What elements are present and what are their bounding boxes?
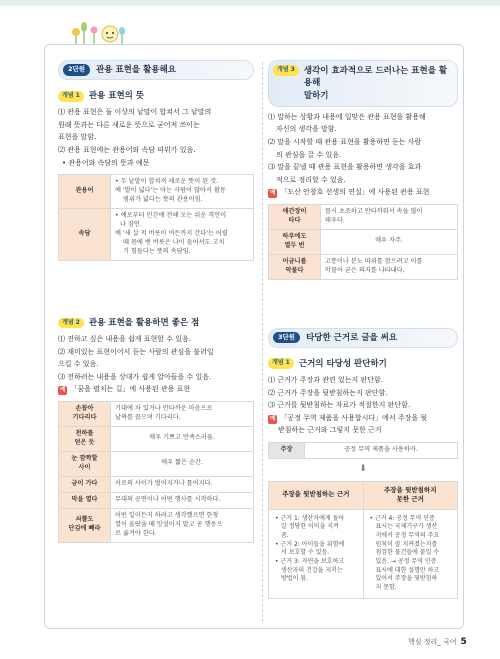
table-value [321, 254, 458, 279]
reason-line: 갈 정당한 이익을 지켜 [281, 523, 339, 531]
label-line: 쇠뿔도 [75, 516, 94, 524]
concept-badge: 개념 1 [58, 91, 84, 102]
concept-heading-reason [268, 358, 458, 370]
table-label [269, 254, 321, 279]
table-value [321, 204, 458, 229]
table-line: 예 '발이 넓다'는 아는 사람이 많아서 활동 [115, 187, 226, 195]
unsupport-reasons [363, 509, 458, 598]
text-line: 표현을 말함. [58, 133, 97, 142]
table-label: 속담 [59, 209, 111, 261]
reason-line: 있음. → 공정 무역 인증 [375, 558, 437, 566]
reason-line: • 근거 4: 공정 무역 인증 [369, 514, 435, 522]
reason-line: 방법이 됨. [281, 575, 308, 583]
example-line [268, 413, 458, 425]
footer-label: 핵심 정리_ 국어 [408, 638, 457, 646]
header-line: 주장을 뒷받침하지 [384, 485, 437, 494]
text-line: ⑴ 전하고 싶은 내용을 쉽게 표현할 수 있음. [58, 335, 191, 344]
unit-header-2 [58, 60, 254, 80]
example-badge: 예 [268, 189, 277, 198]
claim-label: 주장 [269, 442, 305, 458]
speech-idiom-table [268, 204, 458, 280]
text-line: ⑴ 근거가 주장과 관련 있는지 판단함. [268, 375, 384, 384]
text-line: ⑶ 말을 끝낼 때 관용 표현을 활용하면 생각을 효과 [268, 163, 422, 172]
concept-heading-1 [58, 90, 254, 102]
table-label [269, 204, 321, 229]
text-line: ⑴ 말하는 상황과 내용에 일맞은 관용 표현을 활용해 [268, 112, 426, 121]
concept-badge: 개념 2 [58, 318, 84, 329]
reason-line: 점검한 물건들에 붙일 수 [375, 549, 440, 557]
concept-1-text [58, 107, 254, 169]
table-label [59, 451, 111, 476]
text-line: 적으로 정리할 수 있음. [276, 175, 346, 184]
table-row [59, 401, 254, 426]
concept-3-text [268, 112, 458, 199]
table-header-row [269, 481, 458, 509]
value-line: 고통이나 분노 따위를 참으려고 이를 [325, 257, 423, 265]
top-stripe [0, 0, 500, 6]
header-support: 주장을 뒷받침하는 근거 [269, 481, 364, 509]
table-line: 기 힘들다는 뜻의 속담임. [123, 247, 191, 255]
concept-title: 관용 표현을 활용하면 좋은 점 [88, 317, 200, 328]
label-line: 애간장이 [282, 207, 307, 215]
text-line: 의 관심을 끌 수 있음. [276, 150, 342, 159]
table-line: 예 '세 살 적 버릇이 여든까지 간다'는 어릴 [115, 229, 228, 237]
text-line: ⑶ 근거를 뒷받침하는 자료가 적절한지 판단함. [268, 401, 411, 410]
reason-text [268, 375, 458, 437]
example-line [268, 187, 458, 199]
value-line: 악물어 굳은 의지를 나타내다. [325, 266, 405, 274]
table-value: 매우 짧은 순간. [111, 451, 254, 476]
text-line: ⑵ 관용 표현에는 관용어와 속담 따위가 있음. [58, 145, 196, 154]
table-value [111, 401, 254, 426]
reason-line: • 근거 3: 자연을 보호하고 [275, 558, 345, 566]
reason-line: 표시는 국제기구가 생산 [375, 523, 438, 531]
reason-line: 줌. [281, 531, 289, 539]
example-badge: 예 [58, 386, 67, 395]
table-line: 때 몸에 밴 버릇은 나이 들어서도 고치 [123, 238, 225, 246]
concept-title [304, 65, 453, 102]
text-line: 「꿈을 펼치는 길」에 사용된 관용 표현 [70, 385, 191, 394]
label-line: 단김에 빼라 [68, 525, 101, 533]
label-line: 손꼽아 [75, 404, 94, 412]
unit-header-3 [268, 328, 458, 348]
reason-line: 원칙이 잘 지켜졌는지를 [375, 540, 438, 548]
title-line: 생각이 효과적으로 드러나는 표현을 활용해 [303, 66, 448, 89]
unit-title: 타당한 근거로 글을 써요 [306, 332, 398, 343]
table-value: 매우 자주. [321, 229, 458, 254]
table-line: 범위가 넓다는 뜻의 관용어임. [123, 196, 203, 204]
table-row [59, 209, 254, 261]
table-line: • 두 낱말이 합쳐져 새로운 뜻이 된 것. [115, 178, 219, 186]
arrow-down-icon: ⬇ [359, 463, 367, 474]
label-line: 열두 번 [284, 241, 305, 249]
text-line: ⑴ 관용 표현은 둘 이상의 낱말이 합쳐서 그 낱말의 [58, 108, 212, 117]
table-value [111, 175, 254, 209]
text-line: 으킬 수 있음. [58, 360, 99, 369]
reason-line: 생산자의 건강을 지키는 [281, 566, 343, 574]
reason-line: • 근거 1: 생산자에게 돌아 [275, 514, 345, 522]
value-line: 기대에 차 있거나 안타까운 마음으로 [115, 404, 213, 412]
text-line: 원래 뜻과는 다른 새로운 뜻으로 굳어져 쓰이는 [58, 120, 200, 129]
claim-value: 공정 무역 제품을 사용하자. [305, 442, 458, 458]
concept-2-text [58, 334, 254, 396]
table-value: 무대의 공연이나 어떤 행사를 시작하다. [111, 492, 254, 508]
table-label [59, 508, 111, 542]
table-row [269, 509, 458, 598]
label-line: 천하를 [75, 429, 94, 437]
text-line: ⑵ 말을 시작할 때 관용 표현을 활용하면 듣는 사람 [268, 138, 422, 147]
concept-badge: 개념 1 [268, 358, 294, 369]
reason-line: 표시에 대한 설명만 하고 [375, 566, 440, 574]
table-line: 나 잠언. [120, 220, 142, 228]
value-line: 태우다. [325, 216, 345, 224]
label-line: 기다리다 [72, 413, 97, 421]
table-row [59, 492, 254, 508]
label-line: 하루에도 [282, 232, 307, 240]
table-label [269, 229, 321, 254]
right-column [268, 60, 458, 599]
table-row [269, 229, 458, 254]
concept-title: 관용 표현의 뜻 [88, 91, 145, 101]
claim-table [268, 442, 458, 459]
table-row [59, 426, 254, 451]
text-line: 「공정 무역 제품을 사용합시다」에서 주장을 뒷 [280, 413, 428, 422]
reason-judgment-table [268, 481, 458, 599]
table-value: 서로의 사이가 벌어지거나 틀어지다. [111, 476, 254, 492]
text-line: • 관용어와 속담의 뜻과 예문 [62, 158, 150, 167]
label-line: 타다 [288, 216, 301, 224]
column-divider [262, 62, 263, 622]
header-line: 못한 근거 [396, 495, 424, 504]
table-line: • 예로부터 민간에 전해 오는 쉬운 격언이 [115, 212, 227, 219]
header-unsupport [363, 481, 458, 509]
unit-badge: 3단원 [273, 332, 300, 343]
table-row [59, 451, 254, 476]
text-line: 「도산 안창호 선생의 연설」에 사용된 관용 표현 [280, 188, 430, 197]
value-line: 날짜를 꼽으며 기다리다. [115, 413, 181, 421]
table-label: 금이 가다 [59, 476, 111, 492]
text-line: 받침하는 근거와 그렇지 못한 근거 [278, 426, 382, 435]
table-row [269, 442, 458, 458]
concept-heading-2 [58, 317, 254, 329]
table-label [59, 426, 111, 451]
unit-title: 관용 표현을 활용해요 [96, 64, 176, 75]
example-badge: 예 [268, 415, 277, 424]
text-line: ⑵ 재미있는 표현이어서 듣는 사람의 관심을 불러일 [58, 347, 214, 356]
table-label [59, 401, 111, 426]
reason-line: 지에서 공정 무역의 주요 [375, 531, 440, 539]
page-number: 5 [460, 637, 467, 647]
table-row [269, 254, 458, 279]
value-line: 어떤 일이든지 하려고 생각했으면 한창 [115, 511, 219, 519]
idiom-proverb-table [58, 174, 254, 261]
table-row [59, 175, 254, 209]
table-label: 막을 열다 [59, 492, 111, 508]
support-reasons [269, 509, 364, 598]
concept-heading-3 [268, 60, 458, 107]
value-line: 로 옮겨야 한다. [115, 529, 157, 537]
label-line: 어금니를 [282, 257, 307, 265]
flower-decoration-icon [70, 12, 130, 46]
table-row [269, 204, 458, 229]
reason-line: 지 못함. [375, 584, 397, 592]
table-value [111, 508, 254, 542]
idiom-usage-table [58, 401, 254, 543]
value-line: 열이 올랐을 때 망설이지 말고 곧 행동으 [115, 520, 223, 528]
label-line: 사이 [78, 463, 91, 471]
value-line: 몹시 초조하고 안타까워서 속을 많이 [325, 207, 423, 215]
example-line [58, 384, 254, 396]
label-line: 얻은 듯 [74, 438, 95, 446]
concept-title: 근거의 타당성 판단하기 [298, 358, 387, 369]
table-label: 관용어 [59, 175, 111, 209]
page-footer [408, 636, 467, 649]
table-row [59, 508, 254, 542]
reason-line: 서 보호할 수 있음. [281, 549, 330, 557]
reason-line: • 근거 2: 아이들을 위험에 [275, 540, 345, 548]
text-line: ⑶ 전하려는 내용을 상대가 쉽게 알아들을 수 있음. [58, 372, 212, 381]
concept-badge: 개념 3 [273, 65, 299, 76]
text-line: 자신의 생각을 말함. [276, 125, 337, 134]
text-line: ⑵ 근거가 주장을 뒷받침하는지 판단함. [268, 388, 388, 397]
table-value [111, 209, 254, 261]
unit-badge: 2단원 [63, 64, 90, 75]
title-line: 말하기 [303, 90, 329, 101]
label-line: 눈 깜짝할 [71, 454, 98, 462]
table-value: 매우 기쁘고 만족스러움. [111, 426, 254, 451]
table-row [59, 476, 254, 492]
left-column [58, 60, 254, 543]
label-line: 악물다 [285, 266, 304, 274]
reason-line: 있어서 주장을 뒷받침하 [375, 575, 438, 583]
